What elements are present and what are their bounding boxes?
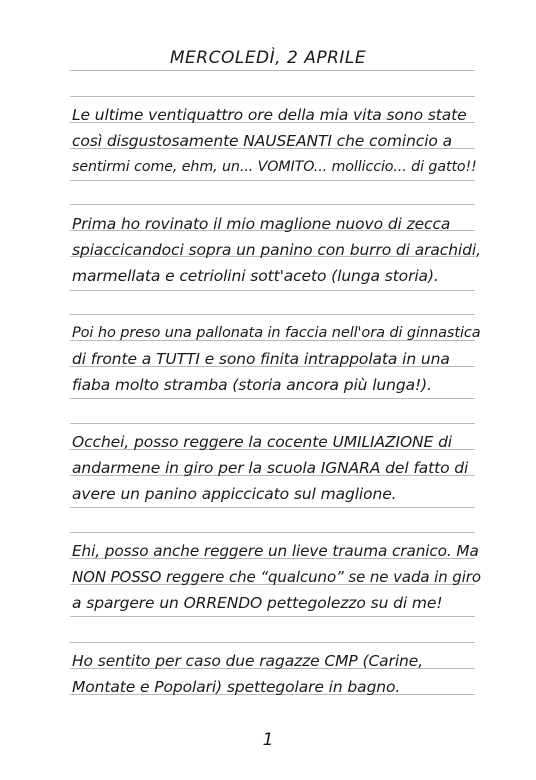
paragraph-2-line-2: spiaccicandoci sopra un panino con burro di arachidi, <box>72 241 481 259</box>
paragraph-5-line-2: NON POSSO reggere che “qualcuno” se ne vada in giro <box>72 568 481 586</box>
rule-line <box>70 616 475 617</box>
paragraph-3-line-2: di fronte a TUTTI e sono finita intrappolata in una <box>72 350 450 368</box>
rule-line <box>70 507 475 508</box>
rule-line <box>70 314 475 315</box>
paragraph-6-line-1: Ho sentito per caso due ragazze CMP (Carine, <box>72 652 424 670</box>
rule-line <box>70 290 475 291</box>
paragraph-3-line-3: fiaba molto stramba (storia ancora più lunga!). <box>72 376 432 394</box>
rule-line <box>70 70 475 71</box>
paragraph-2-line-1: Prima ho rovinato il mio maglione nuovo di zecca <box>72 215 451 233</box>
paragraph-5-line-1: Ehi, posso anche reggere un lieve trauma cranico. Ma <box>72 542 479 560</box>
page-title: MERCOLEDÌ, 2 APRILE <box>169 48 367 68</box>
paragraph-2-line-3: marmellata e cetriolini sott'aceto (lunga storia). <box>72 267 439 285</box>
page-number: 1 <box>262 730 274 750</box>
rule-line <box>70 398 475 399</box>
paragraph-4-line-2: andarmene in giro per la scuola IGNARA del fatto di <box>72 459 469 477</box>
rule-line <box>70 180 475 181</box>
rule-line <box>70 642 475 643</box>
paragraph-1-line-3: sentirmi come, ehm, un... VOMITO... molliccio... di gatto!! <box>72 159 477 175</box>
rule-line <box>70 96 475 97</box>
rule-line <box>70 204 475 205</box>
paragraph-4-line-3: avere un panino appiccicato sul maglione. <box>72 485 397 503</box>
paragraph-1-line-2: così disgustosamente NAUSEANTI che comincio a <box>72 132 453 150</box>
paragraph-4-line-1: Occhei, posso reggere la cocente UMILIAZIONE di <box>72 433 453 451</box>
rule-line <box>70 423 475 424</box>
paragraph-3-line-1: Poi ho preso una pallonata in faccia nell'ora di ginnastica <box>72 325 481 341</box>
rule-line <box>70 532 475 533</box>
paragraph-5-line-3: a spargere un ORRENDO pettegolezzo su di me! <box>72 594 443 612</box>
paragraph-6-line-2: Montate e Popolari) spettegolare in bagno. <box>72 678 401 696</box>
paragraph-1-line-1: Le ultime ventiquattro ore della mia vita sono state <box>72 106 467 124</box>
